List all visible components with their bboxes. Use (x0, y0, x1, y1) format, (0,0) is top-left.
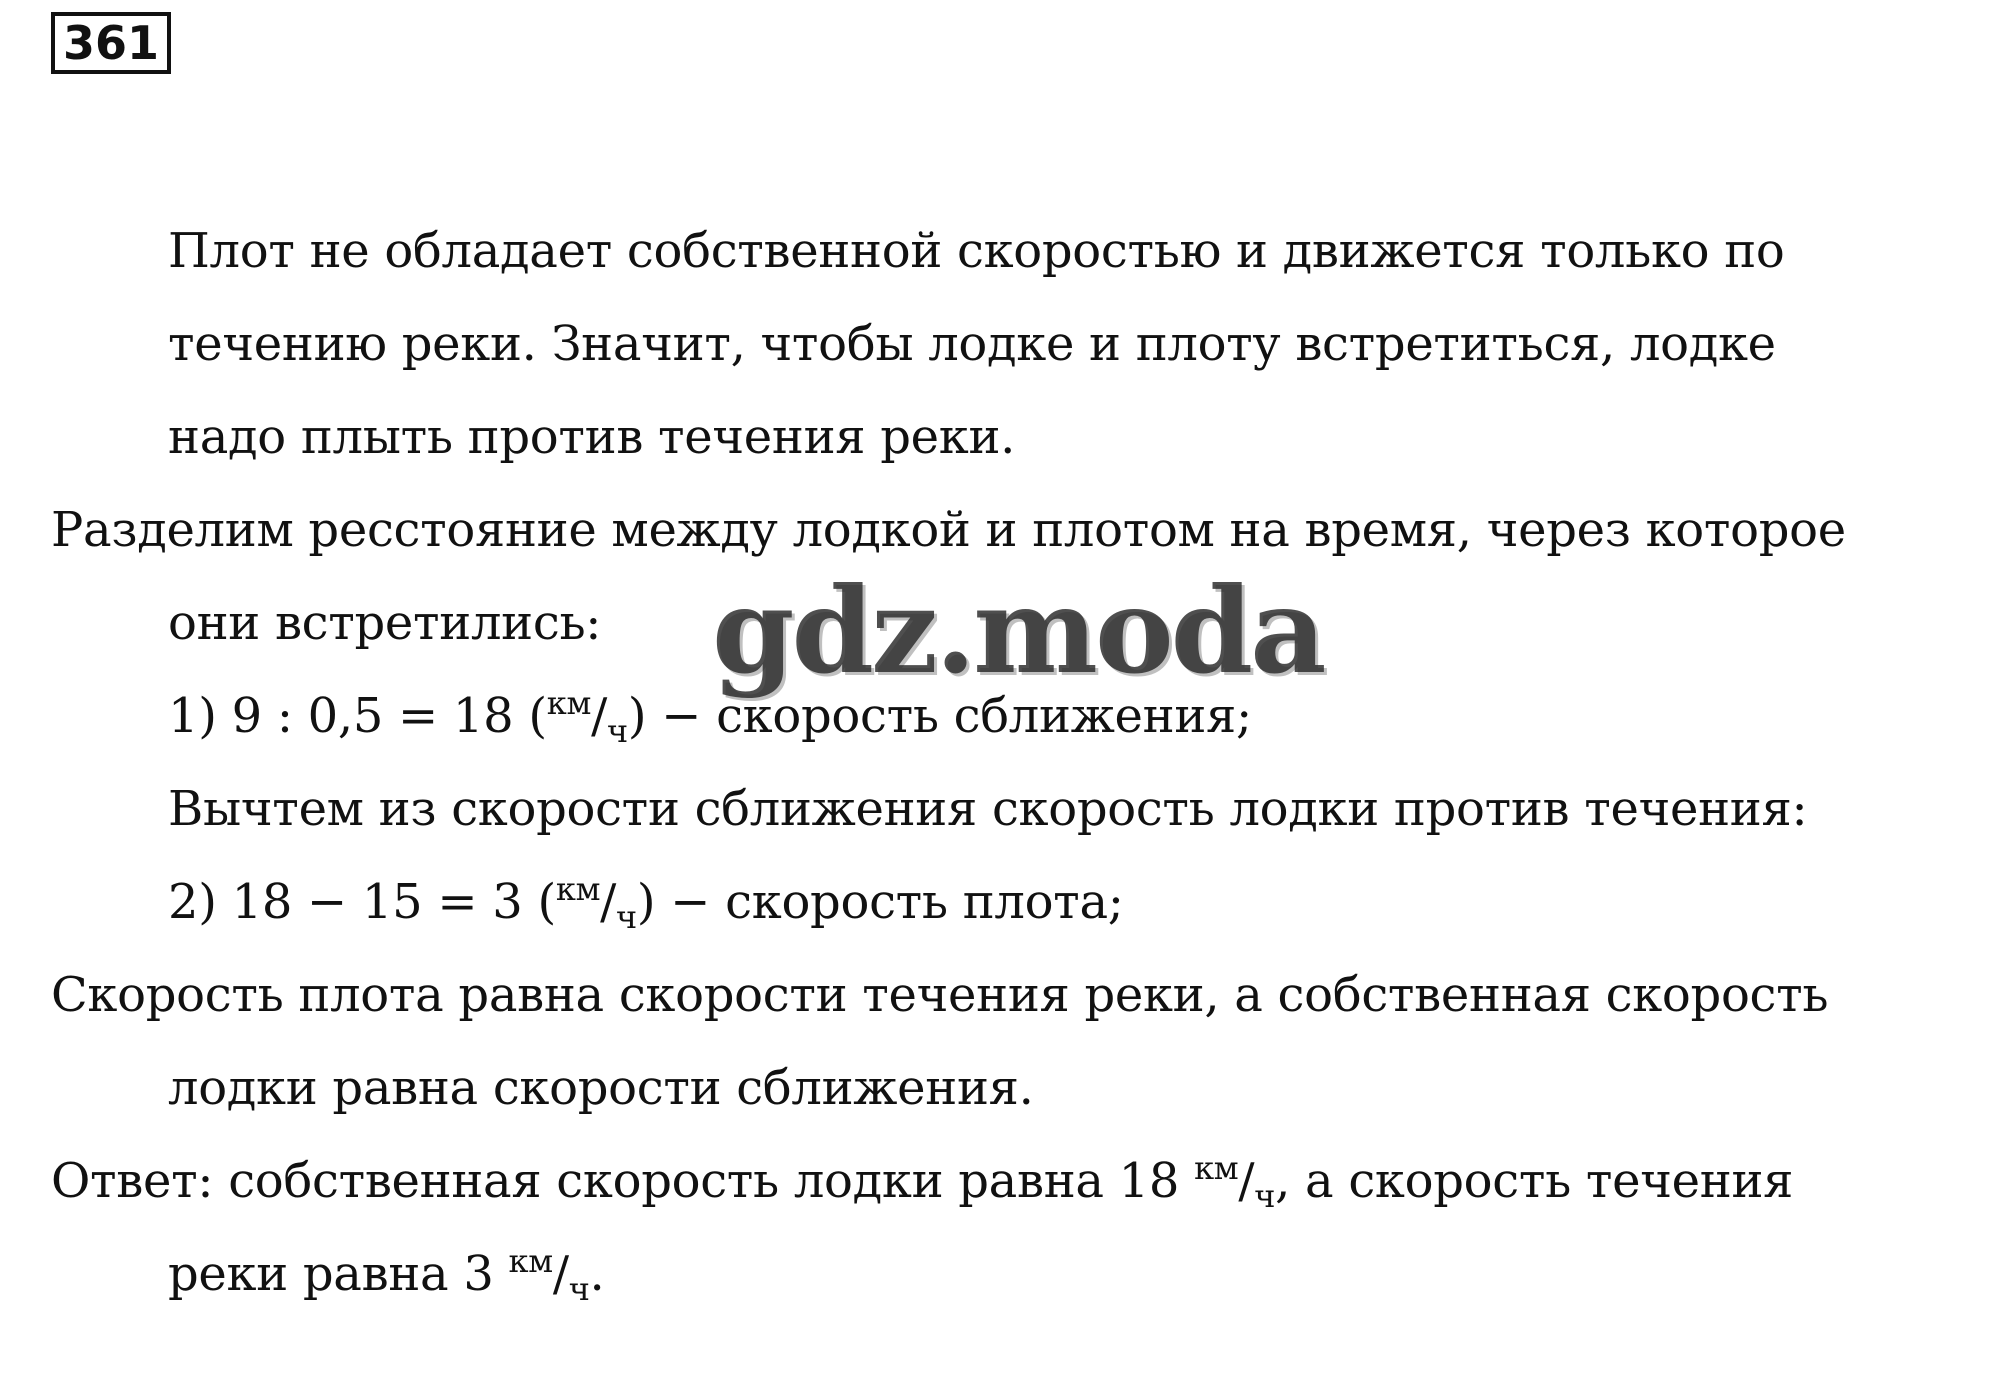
unit-km-per-h (547, 686, 628, 751)
unit-numerator: км (508, 1242, 553, 1280)
paragraph3-line2: лодки равна скорости сближения. (168, 1060, 1034, 1116)
paragraph2-line1: Разделим ресстояние между лодкой и плотом на время, через которое (51, 502, 1846, 558)
problem-number: 361 (51, 12, 171, 74)
subtract-note: Вычтем из скорости сближения скорость лодки против течения: (168, 781, 1808, 837)
unit-slash: / (600, 874, 617, 930)
answer-line1-start: Ответ: собственная скорость лодки равна 18 (51, 1153, 1195, 1209)
paragraph2-line2: они встретились: (168, 595, 602, 651)
unit-slash: / (552, 1246, 569, 1302)
answer-line1 (51, 1151, 1793, 1216)
unit-denominator: ч (568, 1270, 590, 1308)
step2-line (168, 872, 1124, 937)
paragraph1-line2: течению реки. Значит, чтобы лодке и плоту встретиться, лодке (168, 316, 1776, 372)
paragraph1-line3: надо плыть против течения реки. (168, 409, 1016, 465)
unit-numerator: км (546, 684, 592, 722)
paragraph3-line1: Скорость плота равна скорости течения реки, а собственная скорость (51, 967, 1829, 1023)
unit-denominator: ч (616, 898, 637, 936)
answer-line2-end: . (589, 1246, 605, 1302)
step1-tail: ) − скорость сближения; (627, 688, 1252, 744)
unit-km-per-h (556, 872, 637, 937)
answer-line2 (168, 1244, 605, 1309)
unit-slash: / (591, 688, 607, 744)
unit-slash: / (1238, 1153, 1255, 1209)
unit-km-per-h (1194, 1151, 1275, 1216)
step2-expression: 2) 18 − 15 = 3 ( (168, 874, 556, 930)
unit-numerator: км (1194, 1149, 1239, 1187)
answer-line2-start: реки равна 3 (168, 1246, 509, 1302)
watermark-logo: gdz.moda (712, 561, 1324, 700)
unit-denominator: ч (1254, 1177, 1276, 1215)
step1-expression: 1) 9 : 0,5 = 18 ( (168, 688, 547, 744)
paragraph1-line1: Плот не обладает собственной скоростью и движется только по (168, 223, 1785, 279)
answer-line1-end: , а скорость течения (1275, 1153, 1794, 1209)
unit-numerator: км (555, 870, 601, 908)
unit-km-per-h (509, 1244, 590, 1309)
step2-tail: ) − скорость плота; (636, 874, 1124, 930)
unit-denominator: ч (606, 712, 628, 750)
step1-line (168, 686, 1252, 751)
